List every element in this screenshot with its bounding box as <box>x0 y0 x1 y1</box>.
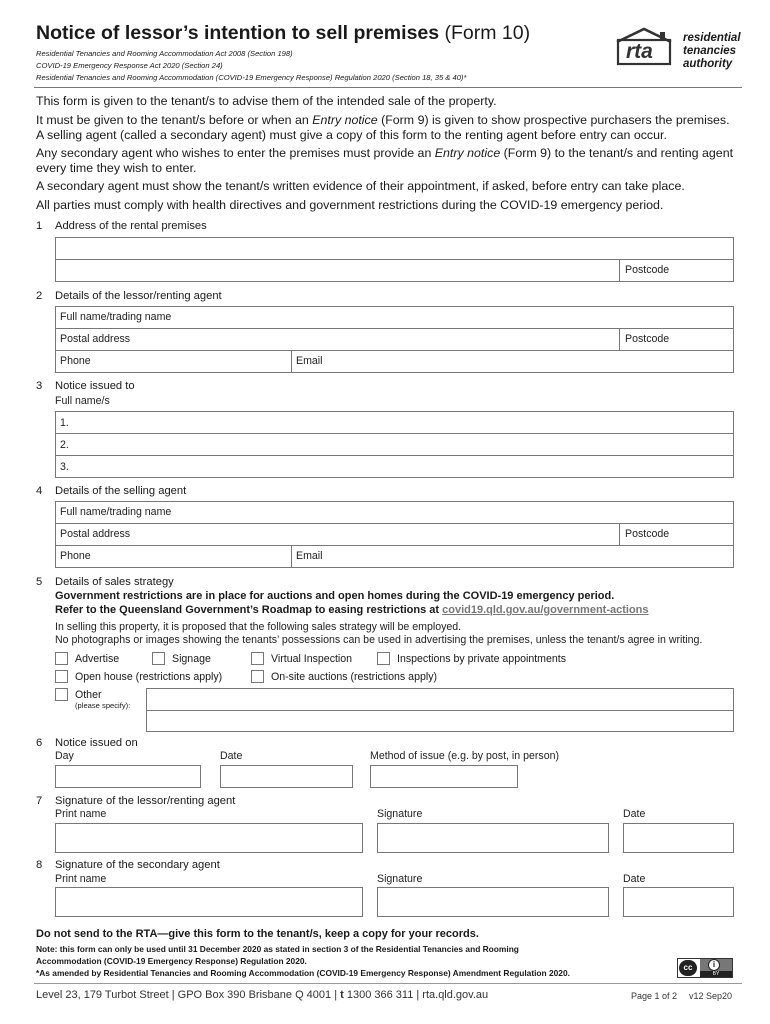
postal-address-label: Postal address <box>60 528 131 540</box>
intro-paragraph: Any secondary agent who wishes to enter the premises must provide an Entry notice (Form 9) to the tenant/s and renting agent every time they wish to enter. <box>36 146 734 175</box>
section-title: Details of the selling agent <box>55 485 187 497</box>
advertise-checkbox[interactable] <box>55 652 68 665</box>
section-number: 2 <box>36 290 43 302</box>
option-label: Open house (restrictions apply) <box>75 671 223 683</box>
lessor-signature-field[interactable] <box>377 823 609 853</box>
option-label: Signage <box>172 653 211 665</box>
section-title: Signature of the secondary agent <box>55 859 220 871</box>
version-label: v12 Sep20 <box>689 991 733 1001</box>
method-field[interactable] <box>370 765 518 788</box>
section-title: Notice issued on <box>55 737 138 749</box>
option-label: On-site auctions (restrictions apply) <box>271 671 438 683</box>
attribution-icon: i <box>708 959 720 971</box>
method-label: Method of issue (e.g. by post, in person) <box>370 750 560 762</box>
covid-notice: Government restrictions are in place for auctions and open homes during the COVID-19 emergency period. <box>55 590 615 602</box>
selling-agent-field[interactable] <box>55 501 734 568</box>
intro-paragraph: This form is given to the tenant/s to advise them of the intended sale of the property. <box>36 94 497 108</box>
section-title: Signature of the lessor/renting agent <box>55 795 236 807</box>
legislation-line: Residential Tenancies and Rooming Accommodation (COVID-19 Emergency Response) Regulation 2020 (Section 18, 35 & 40)* <box>36 73 467 82</box>
section-title: Notice issued to <box>55 380 135 392</box>
section-number: 3 <box>36 380 43 392</box>
tenant-row-2: 2. <box>60 439 69 451</box>
rta-logo <box>614 26 674 70</box>
postal-address-label: Postal address <box>60 333 131 345</box>
note-line: Note: this form can only be used until 31 December 2020 as stated in section 3 of the Residential Tenancies and Rooming <box>36 944 519 954</box>
onsite-auctions-checkbox[interactable] <box>251 670 264 683</box>
note-line: Accommodation (COVID-19 Emergency Response) Regulation 2020. <box>36 956 307 966</box>
form-title: Notice of lessor’s intention to sell premises (Form 10) <box>36 22 531 44</box>
strategy-intro: In selling this property, it is proposed that the following sales strategy will be employed. <box>55 621 462 633</box>
covid-roadmap: Refer to the Queensland Government’s Roadmap to easing restrictions at covid19.qld.gov.au/government-actions <box>55 604 649 616</box>
option-label: Advertise <box>75 653 120 665</box>
logo-word: authority <box>683 58 733 70</box>
legislation-line: COVID-19 Emergency Response Act 2020 (Section 24) <box>36 61 223 70</box>
photo-restriction: No photographs or images showing the tenants’ possessions can be used in advertising the premises, unless the tenant/s agree in writing. <box>55 634 703 646</box>
day-label: Day <box>55 750 74 762</box>
other-checkbox[interactable] <box>55 688 68 701</box>
section-number: 4 <box>36 485 43 497</box>
section-number: 5 <box>36 576 43 588</box>
print-name-label: Print name <box>55 808 107 820</box>
logo-word: tenancies <box>683 45 737 57</box>
date-label: Date <box>623 873 646 885</box>
date-field[interactable] <box>220 765 353 788</box>
intro-paragraph: All parties must comply with health directives and government restrictions during the COVID-19 emergency period. <box>36 198 664 212</box>
signature-label: Signature <box>377 808 423 820</box>
email-label: Email <box>296 550 323 562</box>
by-label: BY <box>700 971 732 977</box>
section-title: Address of the rental premises <box>55 220 207 232</box>
note-line: *As amended by Residential Tenancies and Rooming Accommodation (COVID-19 Emergency Response) Amendment Regulation 2020. <box>36 968 570 978</box>
option-label: Inspections by private appointments <box>397 653 567 665</box>
other-hint: (please specify): <box>75 701 131 710</box>
agent-signature-field[interactable] <box>377 887 609 917</box>
cc-icon: cc <box>679 960 697 976</box>
tenant-names-field[interactable] <box>55 411 734 478</box>
section-number: 8 <box>36 859 43 871</box>
virtual-inspection-checkbox[interactable] <box>251 652 264 665</box>
full-names-label: Full name/s <box>55 395 110 407</box>
section-number: 1 <box>36 220 43 232</box>
open-house-checkbox[interactable] <box>55 670 68 683</box>
option-label: Virtual Inspection <box>271 653 353 665</box>
date-label: Date <box>220 750 243 762</box>
do-not-send-warning: Do not send to the RTA—give this form to the tenant/s, keep a copy for your records. <box>36 928 479 940</box>
day-field[interactable] <box>55 765 201 788</box>
footer-divider <box>34 983 742 984</box>
cc-by-badge <box>677 958 733 978</box>
page-number: Page 1 of 2 <box>631 991 678 1001</box>
date-label: Date <box>623 808 646 820</box>
signage-checkbox[interactable] <box>152 652 165 665</box>
full-name-label: Full name/trading name <box>60 506 172 518</box>
header-divider <box>34 87 742 88</box>
postcode-label: Postcode <box>625 333 670 345</box>
lessor-details-field[interactable] <box>55 306 734 373</box>
rental-address-field[interactable] <box>55 237 734 282</box>
rta-abbr: rta <box>626 40 653 63</box>
full-name-label: Full name/trading name <box>60 311 172 323</box>
section-title: Details of the lessor/renting agent <box>55 290 222 302</box>
postcode-label: Postcode <box>625 528 670 540</box>
other-specify-field[interactable] <box>146 688 734 732</box>
legislation-line: Residential Tenancies and Rooming Accommodation Act 2008 (Section 198) <box>36 49 293 58</box>
private-inspections-checkbox[interactable] <box>377 652 390 665</box>
section-title: Details of sales strategy <box>55 576 174 588</box>
lessor-print-name-field[interactable] <box>55 823 363 853</box>
tenant-row-1: 1. <box>60 417 69 429</box>
footer-address: Level 23, 179 Turbot Street | GPO Box 390 Brisbane Q 4001 | t 1300 366 311 | rta.qld.gov.au <box>36 989 489 1001</box>
signature-label: Signature <box>377 873 423 885</box>
print-name-label: Print name <box>55 873 107 885</box>
phone-label: Phone <box>60 550 91 562</box>
covid-link[interactable]: covid19.qld.gov.au/government-actions <box>442 604 649 616</box>
form-number: (Form 10) <box>444 22 531 44</box>
lessor-date-field[interactable] <box>623 823 734 853</box>
email-label: Email <box>296 355 323 367</box>
postcode-label: Postcode <box>625 264 670 276</box>
agent-print-name-field[interactable] <box>55 887 363 917</box>
intro-paragraph: It must be given to the tenant/s before or when an Entry notice (Form 9) is given to show prospective purchasers the premises. A selling agent (called a secondary agent) must give a copy of this form to the renting agent before entry can occur. <box>36 113 730 142</box>
tenant-row-3: 3. <box>60 461 69 473</box>
intro-paragraph: A secondary agent must show the tenant/s written evidence of their appointment, if asked, before entry can take place. <box>36 179 685 193</box>
section-number: 7 <box>36 795 43 807</box>
logo-word: residential <box>683 32 741 44</box>
section-number: 6 <box>36 737 43 749</box>
phone-label: Phone <box>60 355 91 367</box>
agent-date-field[interactable] <box>623 887 734 917</box>
option-label: Other <box>75 689 102 701</box>
